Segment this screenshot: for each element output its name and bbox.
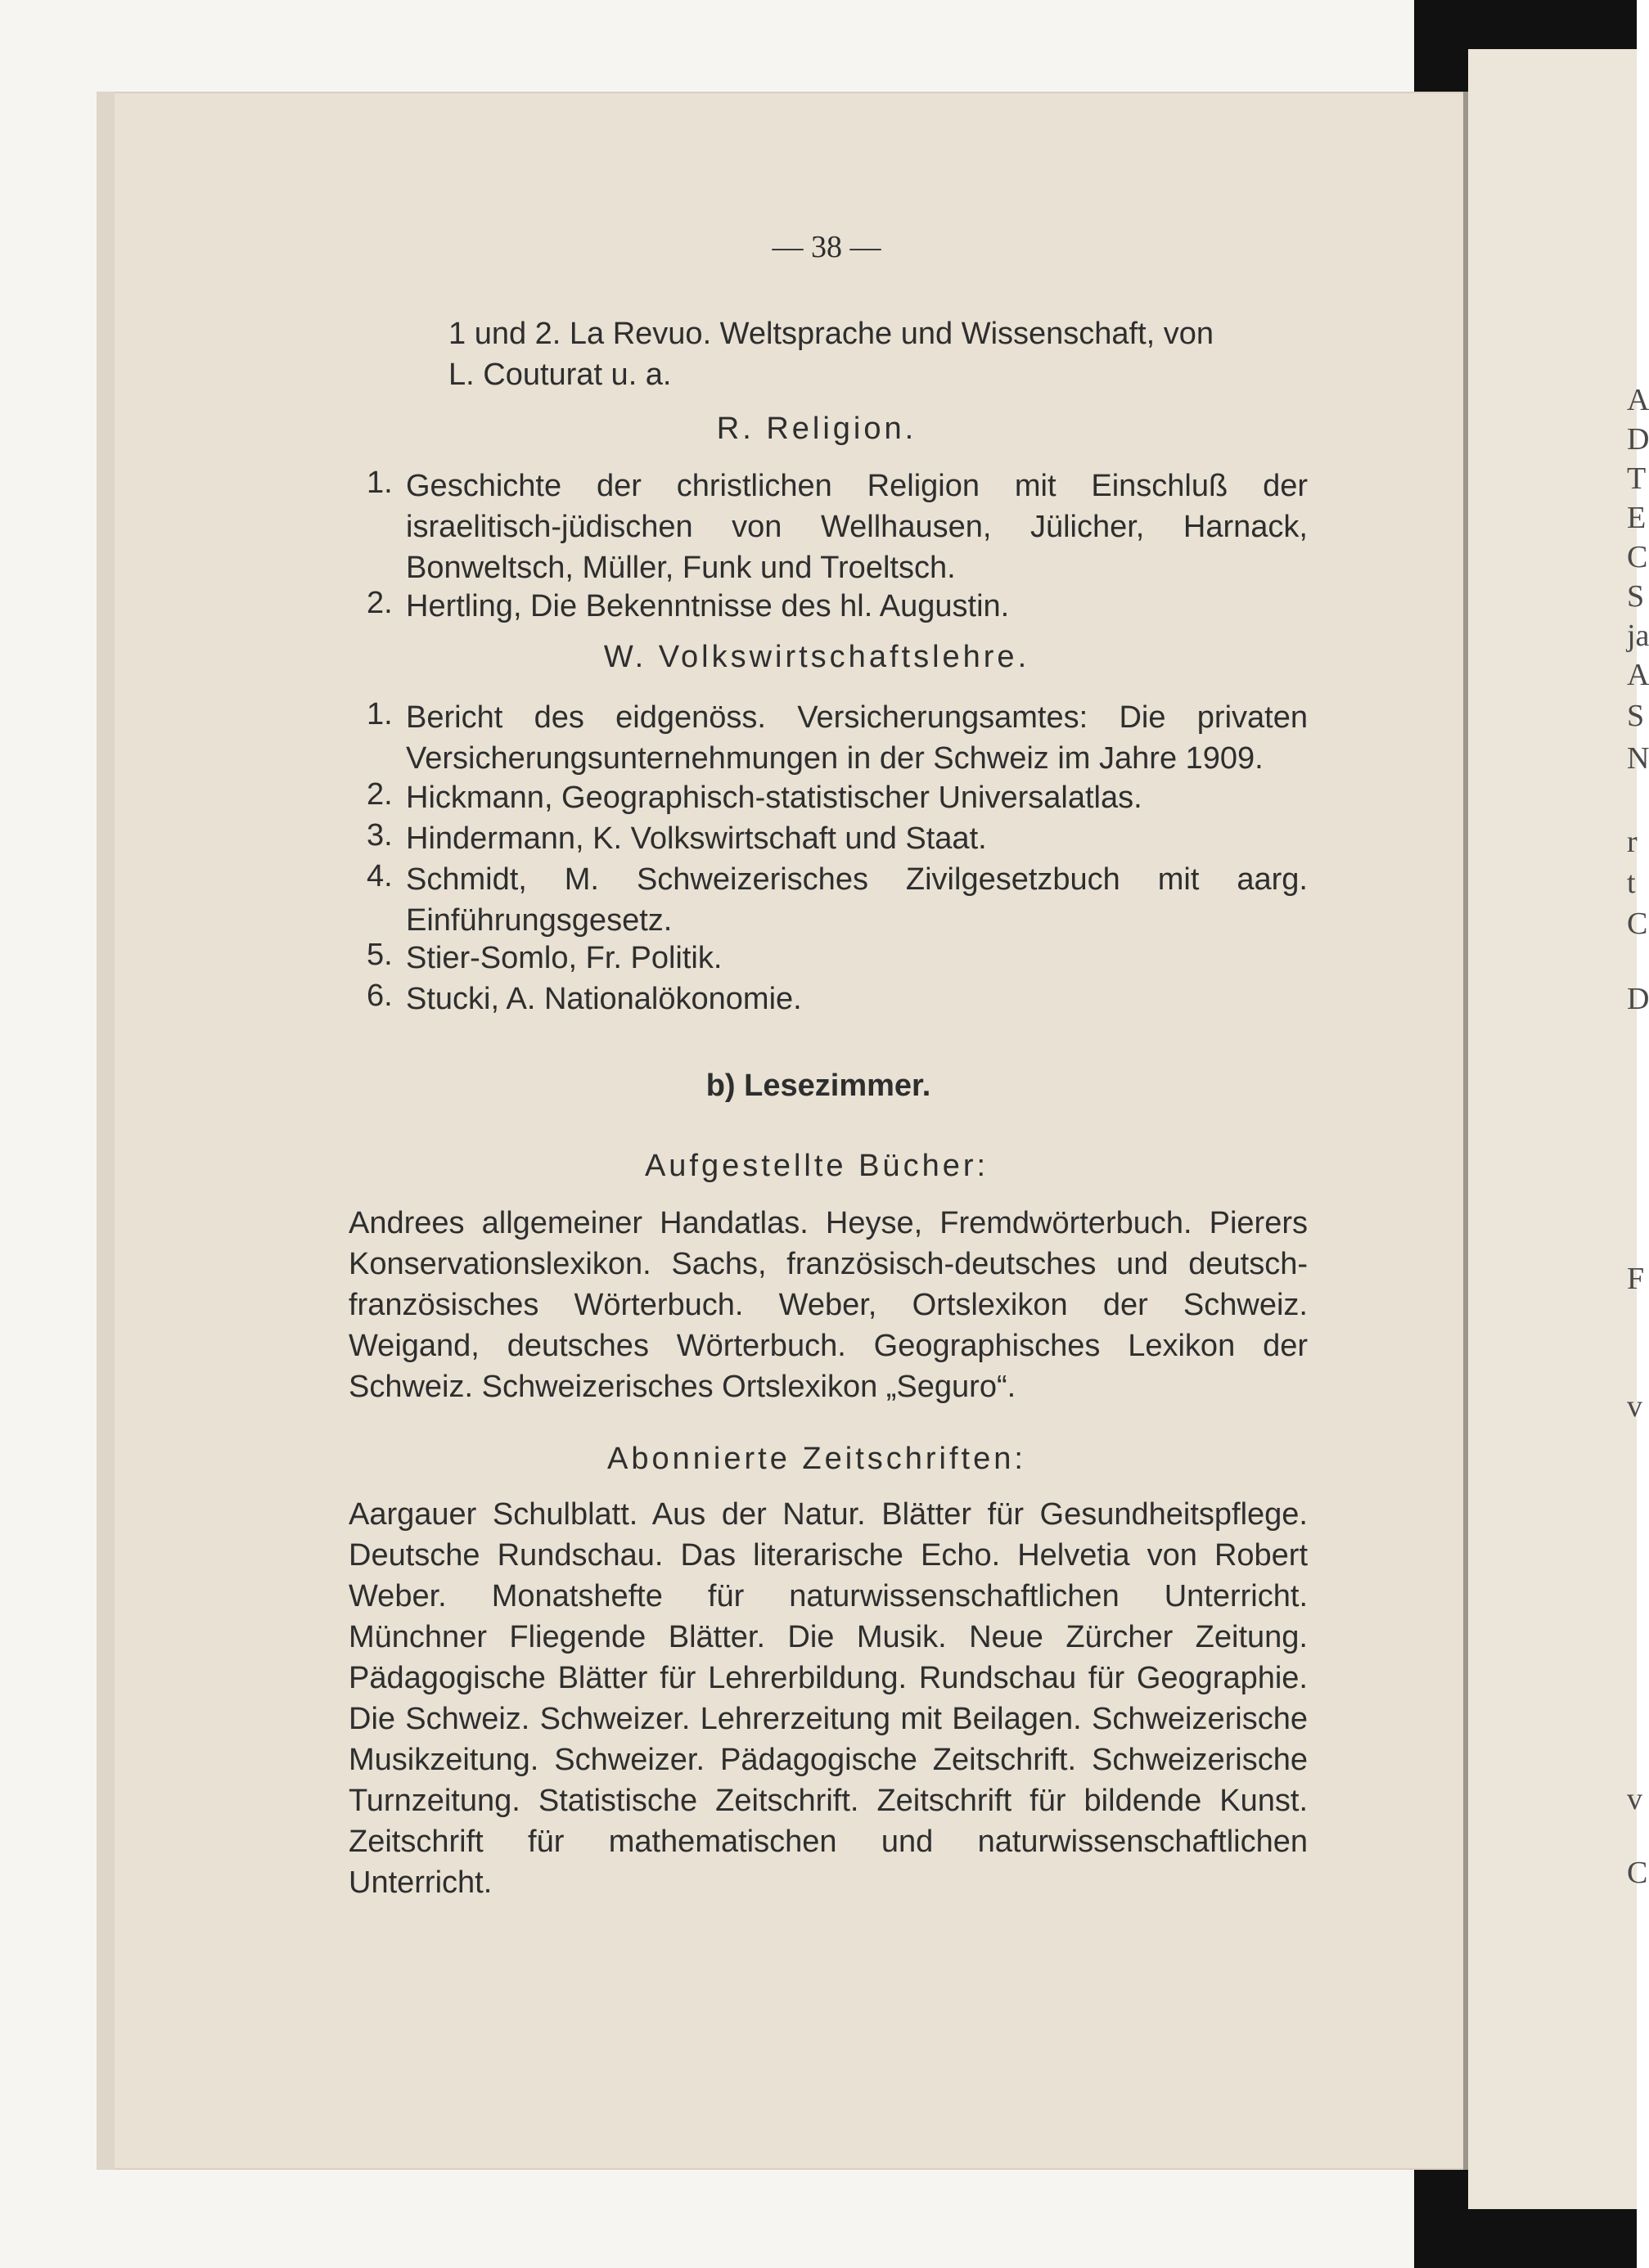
facing-letter: r — [1627, 825, 1638, 859]
entry-text: Hickmann, Geographisch-statistischer Universalatlas. — [406, 781, 1142, 815]
facing-letter: F — [1627, 1262, 1645, 1296]
entry-text: Geschichte der christlichen Religion mit Einschluß der israelitisch-jüdischen von Wellhausen, Jülicher, Harnack, Bonweltsch, Müller, Funk und Troeltsch. — [406, 469, 1308, 585]
entry-number: 1. — [367, 466, 393, 500]
entry-number: 2. — [367, 777, 393, 812]
entry-number: 3. — [367, 818, 393, 853]
entry-number: 1. — [367, 697, 393, 731]
facing-letter: C — [1627, 1856, 1648, 1890]
facing-letter: E — [1627, 501, 1647, 535]
facing-letter: S — [1627, 579, 1645, 614]
facing-letter: D — [1627, 422, 1649, 457]
facing-letter: D — [1627, 982, 1649, 1016]
entry-text: Stucki, A. Nationalökonomie. — [406, 982, 802, 1016]
page-number: — 38 — — [772, 230, 881, 264]
entry-text: Hindermann, K. Volkswirtschaft und Staat. — [406, 821, 987, 856]
facing-letter: A — [1627, 383, 1649, 417]
section-heading-volkswirtschaftslehre: W. Volkswirtschaftslehre. — [603, 640, 1030, 674]
entry-text: Schmidt, M. Schweizerisches Zivilgesetzbuch mit aarg. Einführungsgesetz. — [406, 862, 1308, 938]
entry-text: Stier-Somlo, Fr. Politik. — [406, 941, 723, 975]
books-paragraph: Andrees allgemeiner Handatlas. Heyse, Fremdwörterbuch. Pierers Konservationslexikon. Sachs, französisch-deutsches und deutsch-französisches Wörterbuch. Weber, Ortslexikon der Schweiz. Weigand, deutsches Wörterbuch. Geographisches Lexikon der Schweiz. Schweizerisches Ortslexikon „Seguro“. — [349, 1206, 1308, 1404]
intro-line: L. Couturat u. a. — [448, 358, 672, 392]
section-heading-religion: R. Religion. — [716, 412, 917, 446]
facing-letter: v — [1627, 1782, 1642, 1816]
facing-letter: v — [1627, 1389, 1642, 1424]
journals-heading: Abonnierte Zeitschriften: — [607, 1442, 1026, 1476]
facing-letter: ja — [1627, 619, 1649, 653]
intro-line: 1 und 2. La Revuo. Weltsprache und Wissenschaft, von — [448, 317, 1214, 351]
journals-paragraph: Aargauer Schulblatt. Aus der Natur. Blätter für Gesundheitspflege. Deutsche Rundschau. Das literarische Echo. Helvetia von Robert Weber. Monatshefte für naturwissenschaftlichen Unterricht. Münchner Fliegende Blätter. Die Musik. Neue Zürcher Zeitung. Pädagogische Blätter für Lehrerbildung. Rundschau für Geographie. Die Schweiz. Schweizer. Lehrerzeitung mit Beilagen. Schweizerische Musikzeitung. Schweizer. Pädagogische Zeitschrift. Schweizerische Turnzeitung. Statistische Zeitschrift. Zeitschrift für bildende Kunst. Zeitschrift für mathematischen und naturwissenschaftlichen Unterricht. — [349, 1497, 1308, 1900]
books-heading: Aufgestellte Bücher: — [644, 1149, 989, 1183]
book-spine — [1463, 92, 1468, 2170]
page-edge — [97, 92, 115, 2170]
entry-number: 4. — [367, 859, 393, 893]
facing-letter: A — [1627, 658, 1649, 692]
facing-letter: S — [1627, 699, 1645, 733]
facing-letter: C — [1627, 907, 1648, 941]
facing-letter: t — [1627, 866, 1636, 900]
entry-number: 6. — [367, 979, 393, 1013]
facing-letter: T — [1627, 461, 1647, 496]
entry-text: Bericht des eidgenöss. Versicherungsamtes: Die privaten Versicherungsunternehmungen in der Schweiz im Jahre 1909. — [406, 700, 1308, 776]
facing-letter: C — [1627, 540, 1648, 574]
facing-letter: N — [1627, 741, 1649, 776]
entry-text: Hertling, Die Bekenntnisse des hl. Augustin. — [406, 589, 1010, 623]
reading-room-heading: b) Lesezimmer. — [705, 1069, 931, 1103]
facing-page — [1468, 49, 1637, 2209]
entry-number: 5. — [367, 938, 393, 972]
entry-number: 2. — [367, 586, 393, 620]
